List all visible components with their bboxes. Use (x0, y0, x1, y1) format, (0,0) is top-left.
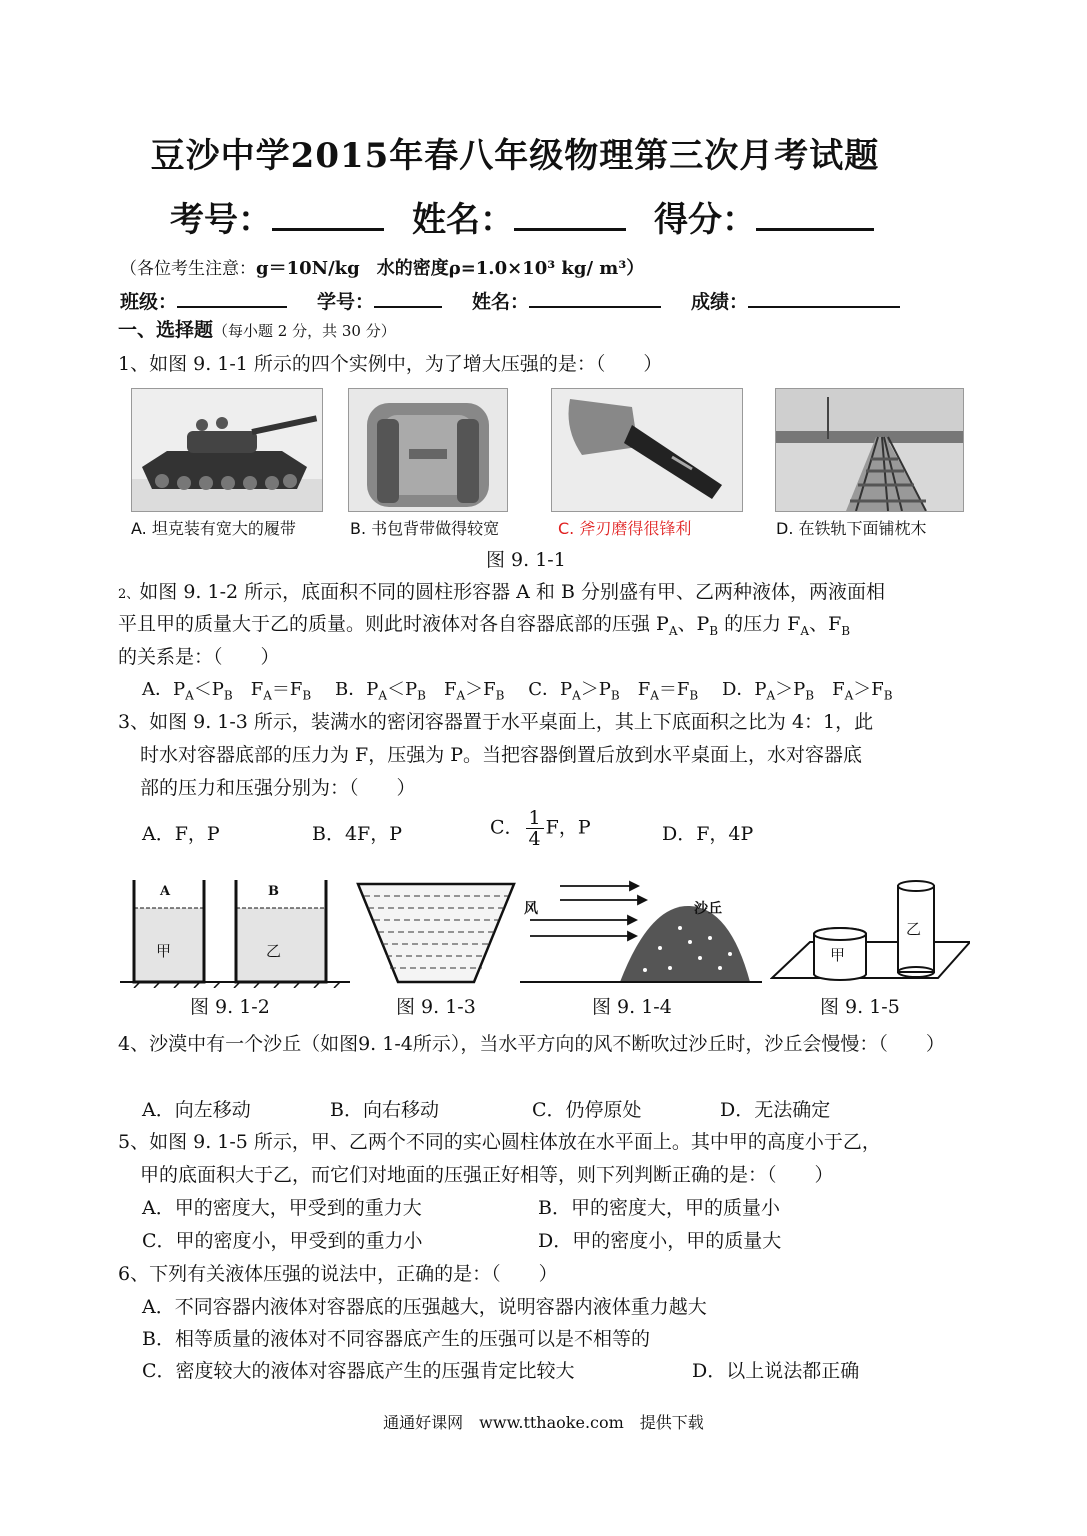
figure-9-1-2 (120, 876, 350, 988)
sub: A (800, 623, 810, 638)
q4-option-c[interactable]: C．仍停原处 (532, 1099, 642, 1121)
figure-9-1-3-label: 图 9. 1-3 (396, 996, 476, 1018)
q1-caption-d: D. 在铁轨下面铺枕木 (776, 519, 927, 538)
opt: ＜P (193, 679, 224, 700)
opt: ＝F (658, 679, 690, 700)
q3-option-a[interactable]: A．F，P (142, 823, 220, 845)
sub: A (668, 623, 678, 638)
q2-option-b[interactable] (334, 679, 505, 703)
sub: A (766, 688, 776, 703)
q3-c-suffix: F，P (545, 816, 591, 839)
opt: F (232, 679, 264, 700)
q5-line1: 5、如图 9. 1-5 所示，甲、乙两个不同的实心圆柱体放在水平面上。其中甲的高度小于乙， (118, 1131, 881, 1153)
tank-image (131, 388, 323, 512)
q6-option-b[interactable]: B．相等质量的液体对不同容器底产生的压强可以是不相等的 (142, 1328, 650, 1350)
dune-label: 沙丘 (694, 901, 722, 917)
figure-9-1-4-label: 图 9. 1-4 (592, 996, 672, 1018)
sub: A (263, 688, 272, 703)
q4-option-b[interactable]: B．向右移动 (330, 1099, 439, 1121)
q5-option-a[interactable]: A．甲的密度大，甲受到的重力大 (142, 1197, 422, 1219)
figure-9-1-2-label: 图 9. 1-2 (190, 996, 270, 1018)
section1-title: 一、选择题 (118, 319, 214, 341)
q1-text: 1、如图 9. 1-1 所示的四个实例中，为了增大压强的是：（ ） (118, 353, 663, 375)
opt: D．P (721, 679, 767, 700)
note-g: g＝10N/kg (256, 258, 360, 279)
q1-caption-a: A. 坦克装有宽大的履带 (131, 519, 296, 538)
wind-label: 风 (524, 901, 538, 917)
opt: ＜P (387, 679, 418, 700)
opt: B．P (334, 679, 379, 700)
exam-no-label: 考号： (170, 200, 272, 240)
liquid-yi-label: 乙 (266, 942, 282, 960)
score-blank[interactable] (756, 198, 874, 231)
sub: A (185, 688, 194, 703)
container-a-label: A (160, 884, 171, 899)
sub: B (417, 688, 426, 703)
exam-no-blank[interactable] (272, 198, 384, 231)
opt: F (425, 679, 457, 700)
grade-label: 成绩： (691, 291, 749, 313)
opt: F (619, 679, 651, 700)
railway-image (775, 388, 964, 512)
class-row (120, 286, 930, 314)
class-blank[interactable] (177, 286, 287, 308)
q6-option-c[interactable]: C．密度较大的液体对容器底产生的压强肯定比较大 (142, 1360, 575, 1382)
q3-line1: 3、如图 9. 1-3 所示，装满水的密闭容器置于水平桌面上，其上下底面积之比为 4：1，此 (118, 711, 874, 733)
exam-note (120, 254, 644, 280)
q2-text-1: 如图 9. 1-2 所示，底面积不同的圆柱形容器 A 和 B 分别盛有甲、乙两种液体，两液面相 (139, 581, 885, 603)
student-no-label: 学号： (317, 291, 375, 313)
sub: A (844, 688, 854, 703)
q2-options (142, 678, 893, 708)
section1-detail: （每小题 2 分，共 30 分） (213, 322, 396, 340)
sub: B (495, 688, 505, 703)
cylinder-jia-label: 甲 (830, 946, 846, 964)
opt: A．P (142, 679, 186, 700)
sub: A (650, 688, 659, 703)
axe-image (551, 388, 743, 512)
q5-option-d[interactable]: D．甲的密度小，甲的质量大 (538, 1230, 782, 1252)
q2-text-2d: 、F (809, 613, 842, 635)
figure-9-1-1-label: 图 9. 1-1 (486, 549, 566, 571)
q6-option-d[interactable]: D．以上说法都正确 (692, 1360, 860, 1382)
q3-line3: 部的压力和压强分别为：（ ） (140, 777, 416, 799)
q3-line2: 时水对容器底部的压力为 F，压强为 P。当把容器倒置后放到水平桌面上，水对容器底 (140, 744, 863, 766)
note-prefix: （各位考生注意： (120, 259, 256, 279)
q2-line1 (118, 580, 885, 607)
frac-numerator: 1 (526, 808, 544, 829)
container-b-label: B (268, 884, 279, 899)
figure-9-1-3 (356, 880, 516, 984)
sub: B (689, 688, 699, 703)
q5-option-b[interactable]: B．甲的密度大，甲的质量小 (538, 1197, 780, 1219)
sub: B (805, 688, 815, 703)
q2-text-2b: 、P (677, 613, 710, 635)
student-no-blank[interactable] (374, 286, 442, 308)
sub: B (302, 688, 312, 703)
q2-line3: 的关系是：（ ） (118, 646, 280, 668)
q2-option-c[interactable] (528, 679, 699, 703)
name2-blank[interactable] (529, 286, 661, 308)
q4-option-a[interactable]: A．向左移动 (142, 1099, 251, 1121)
opt: C．P (528, 679, 573, 700)
q3-c-prefix: C． (490, 816, 524, 839)
figure-9-1-5 (770, 876, 970, 984)
page-title: 豆沙中学2015年春八年级物理第三次月考试题 (150, 136, 880, 176)
opt: F (814, 679, 845, 700)
q4-text: 4、沙漠中有一个沙丘（如图9. 1-4所示），当水平方向的风不断吹过沙丘时，沙丘会慢慢：（ ） (118, 1033, 945, 1055)
sub: A (572, 688, 581, 703)
sub: A (378, 688, 387, 703)
figure-9-1-5-label: 图 9. 1-5 (820, 996, 900, 1018)
q6-text: 6、下列有关液体压强的说法中，正确的是：（ ） (118, 1263, 558, 1285)
fraction (526, 808, 544, 849)
q3-option-c[interactable] (490, 808, 591, 849)
q6-option-a[interactable]: A．不同容器内液体对容器底的压强越大，说明容器内液体重力越大 (142, 1296, 707, 1318)
q1-caption-c: C. 斧刃磨得很锋利 (558, 519, 692, 538)
grade-blank[interactable] (748, 286, 900, 308)
sub: B (709, 623, 719, 638)
opt: ＞P (580, 679, 611, 700)
q2-text-2c: 的压力 F (718, 613, 801, 635)
q2-line2 (118, 612, 850, 643)
backpack-image (348, 388, 508, 512)
q2-text-2: 平且甲的质量大于乙的质量。则此时液体对各自容器底部的压强 P (118, 613, 669, 635)
q2-number: 2、 (118, 587, 140, 602)
section1-heading (118, 318, 396, 343)
figure-9-1-4 (520, 878, 762, 986)
frac-denominator: 4 (528, 828, 541, 850)
name-label: 姓名： (412, 200, 514, 240)
q3-option-b[interactable]: B．4F，P (312, 823, 403, 845)
name2-label: 姓名： (472, 291, 530, 313)
opt: ＝F (271, 679, 303, 700)
q4-option-d[interactable]: D．无法确定 (720, 1099, 831, 1121)
id-row (170, 192, 902, 241)
opt: ＞F (465, 679, 496, 700)
sub: B (223, 688, 233, 703)
note-density: 水的密度ρ=1.0×10³ kg/ m³） (376, 258, 645, 279)
name-blank[interactable] (514, 198, 626, 231)
q2-option-d[interactable] (721, 679, 893, 703)
sub: B (883, 688, 893, 703)
q5-option-c[interactable]: C．甲的密度小，甲受到的重力小 (142, 1230, 423, 1252)
opt: ＞P (775, 679, 806, 700)
liquid-jia-label: 甲 (156, 942, 172, 960)
q3-option-d[interactable]: D．F，4P (662, 823, 754, 845)
q1-caption-b: B. 书包背带做得较宽 (350, 519, 500, 538)
footer-credit: 通通好课网 www.tthaoke.com 提供下载 (383, 1413, 704, 1432)
cylinder-yi-label: 乙 (906, 920, 922, 938)
q5-line2: 甲的底面积大于乙，而它们对地面的压强正好相等，则下列判断正确的是：（ ） (140, 1164, 834, 1186)
sub: B (841, 623, 851, 638)
class-label: 班级： (120, 291, 178, 313)
sub: A (456, 688, 466, 703)
sub: B (610, 688, 620, 703)
opt: ＞F (853, 679, 884, 700)
q2-option-a[interactable] (142, 679, 312, 703)
score-label: 得分： (654, 200, 756, 240)
